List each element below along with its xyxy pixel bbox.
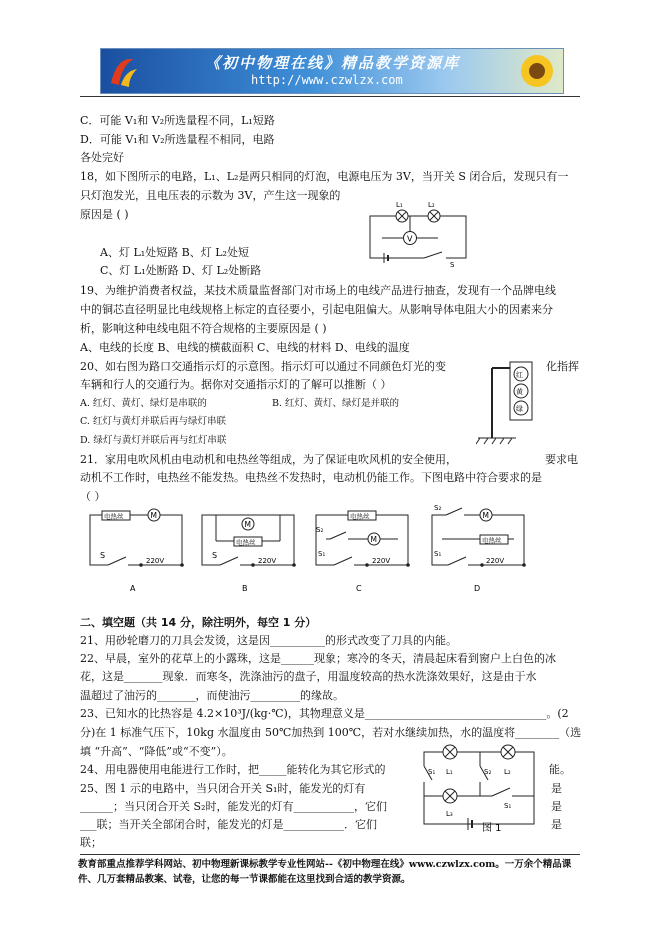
q18-options-2: C、灯 L₁处断路 D、灯 L₂处断路 <box>100 264 262 277</box>
svg-text:L₁: L₁ <box>446 768 453 776</box>
fill-24: 24、用电器使用电能进行工作时，把_____能转化为其它形式的 <box>80 763 386 776</box>
site-logo-icon <box>107 53 141 89</box>
svg-text:电热丝: 电热丝 <box>482 536 502 545</box>
svg-text:B: B <box>242 584 248 593</box>
q18-circuit-diagram <box>362 200 474 268</box>
fill-23-line3: 填 “升高”、“降低”或“不变”）。 <box>80 745 233 758</box>
footer-line2: 件、几万套精品教案、试卷，让您的每一节课都能在这里找到合适的教学资源。 <box>78 874 411 885</box>
sunflower-icon <box>517 51 557 91</box>
fill-23-line1: 23、已知水的比热容是 4.2×10³J/(kg·℃)，其物理意义是_________________________________。(2 <box>80 707 569 720</box>
svg-text:红: 红 <box>516 371 523 379</box>
option-c: C．可能 V₁和 V₂所选量程不同，L₁短路 <box>80 114 275 127</box>
fill-25-line4: 联； <box>80 836 102 849</box>
svg-text:黄: 黄 <box>516 388 523 396</box>
fill-25-line2-end: 是 <box>551 800 562 813</box>
svg-text:图 1: 图 1 <box>482 823 502 834</box>
traffic-light-diagram <box>476 356 536 446</box>
banner-url[interactable]: http://www.czwlzx.com <box>251 73 403 87</box>
circuit-d <box>432 504 526 593</box>
q21-line3: （ ） <box>80 490 106 503</box>
svg-text:M: M <box>244 520 251 529</box>
svg-text:A: A <box>130 584 136 593</box>
svg-text:电热丝: 电热丝 <box>350 512 370 521</box>
q18-line1: 18，如下图所示的电路，L₁、L₂是两只相同的灯泡，电源电压为 3V，当开关 S 闭合后，发现只有一 <box>80 170 569 183</box>
q20-option-d: D. 绿灯与黄灯并联后再与红灯串联 <box>80 435 227 446</box>
svg-text:S₁: S₁ <box>504 802 512 810</box>
q18-line2: 只灯泡发光，且电压表的示数为 3V，产生这一现象的 <box>80 189 341 202</box>
q21-line1-end: 要求电 <box>545 453 578 466</box>
svg-text:C: C <box>356 584 362 593</box>
svg-text:L₂: L₂ <box>504 768 511 776</box>
fill-22-line1: 22、早晨，室外的花草上的小露珠，这是______现象；寒冷的冬天，清晨起床看到窗户上白色的冰 <box>80 652 556 665</box>
header-rule <box>80 96 580 97</box>
svg-text:S: S <box>100 551 106 560</box>
svg-text:M: M <box>150 511 157 520</box>
svg-text:M: M <box>482 511 489 520</box>
q19-line1: 19、为维护消费者权益，某技术质量监督部门对市场上的电线产品进行抽查，发现有一个品牌电线 <box>80 284 556 297</box>
svg-text:L₂: L₂ <box>428 201 435 209</box>
svg-text:S₂: S₂ <box>484 768 492 776</box>
q21-circuit-diagrams <box>78 503 556 601</box>
banner-title: 《初中物理在线》精品教学资源库 <box>205 54 461 72</box>
svg-text:220V: 220V <box>258 557 277 565</box>
option-d: D．可能 V₁和 V₂所选量程不相同，电路 <box>80 133 275 146</box>
q20-line1: 20、如右图为路口交通指示灯的示意图。指示灯可以通过不同颜色灯光的变 <box>80 360 446 373</box>
svg-text:220V: 220V <box>486 557 505 565</box>
fill-25-line3-end: 是 <box>551 818 562 831</box>
fill-22-line3: 温超过了油污的_______，而使油污_________的缘故。 <box>80 689 344 702</box>
q18-line3: 原因是 ( ) <box>80 208 129 221</box>
fill-25-line1: 25、图 1 示的电路中，当只闭合开关 S₁时，能发光的灯有 <box>80 782 366 795</box>
svg-text:220V: 220V <box>372 557 391 565</box>
fill-22-line2: 花，这是_______现象．而寒冬，洗涤油污的盘子，用温度较高的热水洗涤效果好，这是由于水 <box>80 670 537 683</box>
circuit-b <box>202 515 296 593</box>
fill-24-end: 能。 <box>549 763 571 776</box>
svg-text:S₁: S₁ <box>318 550 326 558</box>
fill-21: 21、用砂轮磨刀的刀具会发烫，这是因__________的形式改变了刀具的内能。 <box>80 634 457 647</box>
q20-option-a: A. 红灯、黄灯、绿灯是串联的 <box>80 398 207 409</box>
fill-25-line2: ______；当只闭合开关 S₂时，能发光的灯有___________，它们 <box>80 800 387 813</box>
q18-options-1: A、灯 L₁处短路 B、灯 L₂处短 <box>100 246 249 259</box>
fill-23-line2: 分)在 1 标准气压下，10kg 水温度由 50℃加热到 100℃，若对水继续加热，水的温度将________（选 <box>80 726 582 739</box>
svg-text:S: S <box>212 551 218 560</box>
svg-text:D: D <box>474 584 481 593</box>
fill-25-line3: ___联；当开关全部闭合时，能发光的灯是___________．它们 <box>80 818 377 831</box>
svg-text:V: V <box>407 234 413 244</box>
q21-line1: 21．家用电吹风机由电动机和电热丝等组成，为了保证电吹风机的安全使用， <box>80 453 457 466</box>
svg-text:电热丝: 电热丝 <box>104 512 124 521</box>
svg-text:220V: 220V <box>146 557 165 565</box>
svg-text:S₁: S₁ <box>428 768 436 776</box>
q20-option-c: C. 红灯与黄灯并联后再与绿灯串联 <box>80 416 226 427</box>
q20-line1-end: 化指挥 <box>546 360 579 373</box>
q19-options: A、电线的长度 B、电线的横截面积 C、电线的材料 D、电线的温度 <box>80 341 410 354</box>
svg-text:绿: 绿 <box>516 405 523 413</box>
option-d-cont: 各处完好 <box>80 151 124 164</box>
q19-line3: 析，影响这种电线电阻不符合规格的主要原因是 ( ) <box>80 322 327 335</box>
q19-line2: 中的铜芯直径明显比电线规格上标定的直径要小，引起电阻偏大。从影响导体电阻大小的因素来分 <box>80 303 553 316</box>
q20-option-b: B. 红灯、黄灯、绿灯是并联的 <box>272 398 400 409</box>
svg-text:S₂: S₂ <box>434 504 442 512</box>
q20-line2: 车辆和行人的交通行为。据你对交通指示灯的了解可以推断（ ） <box>80 378 392 391</box>
footer-rule <box>80 854 580 855</box>
svg-text:L₃: L₃ <box>446 810 453 818</box>
fill-25-line1-end: 是 <box>551 782 562 795</box>
svg-text:S: S <box>450 261 455 268</box>
svg-text:S₁: S₁ <box>434 550 442 558</box>
svg-text:L₁: L₁ <box>396 201 403 209</box>
circuit-c <box>316 511 410 593</box>
section-2-heading: 二、填空题（共 14 分，除注明外，每空 1 分） <box>80 616 317 629</box>
footer-line1: 教育部重点推荐学科网站、初中物理新课标教学专业性网站--《初中物理在线》www.czwlzx.com。一万余个精品课 <box>78 859 572 870</box>
svg-text:S₂: S₂ <box>316 526 324 534</box>
svg-text:电热丝: 电热丝 <box>236 538 256 547</box>
svg-text:M: M <box>370 535 377 544</box>
figure-1-circuit <box>420 740 540 836</box>
header-banner <box>100 48 564 94</box>
q21-line2: 动机不工作时，电热丝不能发热。电热丝不发热时，电动机仍能工作。下图电路中符合要求的是 <box>80 471 542 484</box>
circuit-a <box>90 509 184 593</box>
